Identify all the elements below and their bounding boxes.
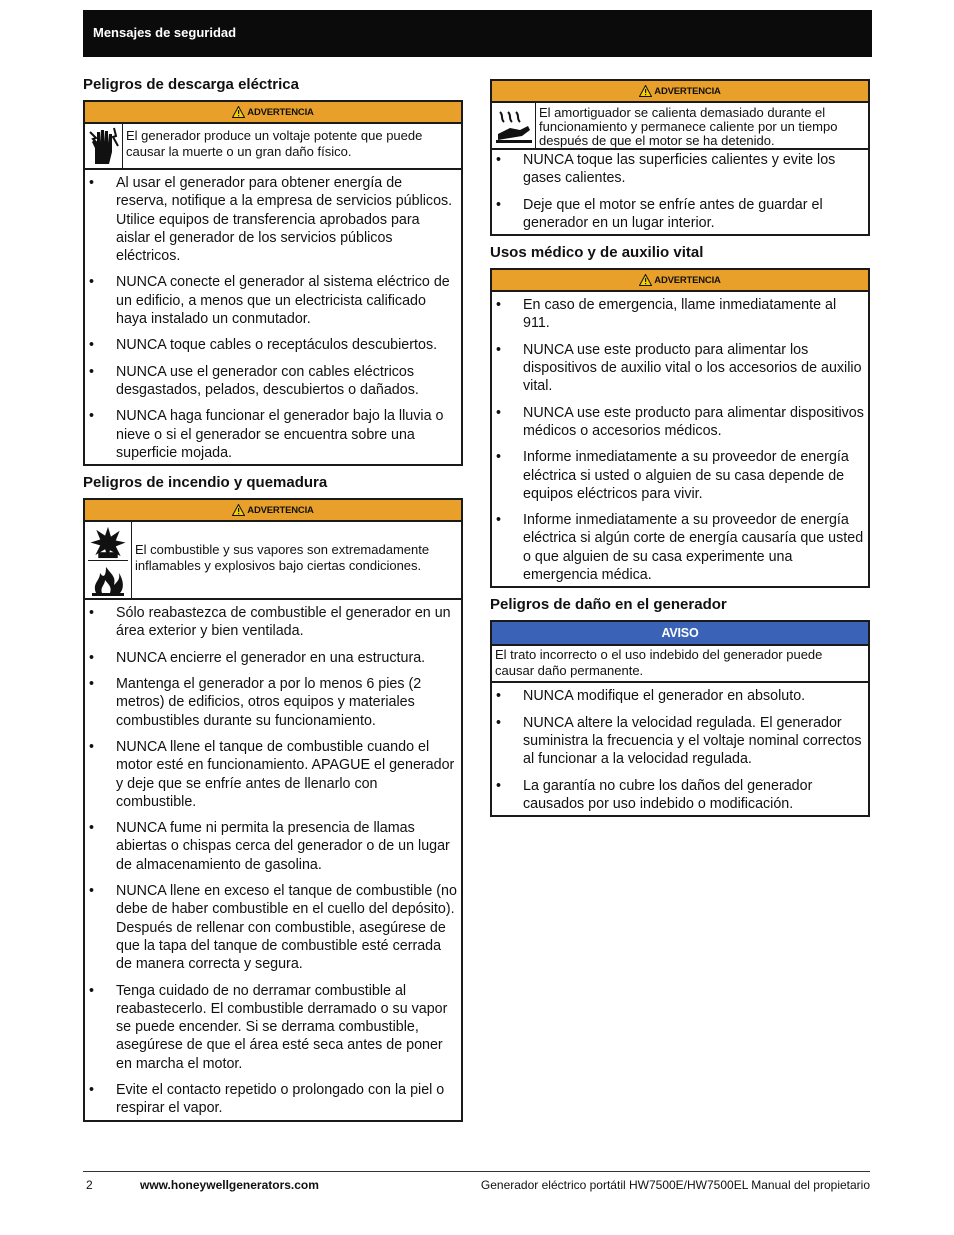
page-number: 2: [86, 1178, 93, 1192]
electric-intro: [85, 124, 461, 170]
fire-bullet-list: [85, 600, 461, 1119]
hot-surface-warning-box: [490, 79, 870, 236]
hot-intro: [492, 103, 868, 150]
list-item: • NUNCA llene en exceso el tanque de combustible (no debe de haber combustible en el cuello del depósito). Después de rellenar con combustible, asegúrese de que la tapa del tanque de combustible esté cerrada de manera correcta y segura.: [85, 882, 457, 973]
section-header-bar: [83, 10, 872, 57]
warning-triangle-icon: [639, 85, 652, 97]
list-item: • Sólo reabastezca de combustible el generador en un área exterior y bien ventilada.: [85, 604, 457, 641]
hot-surface-icon: [492, 103, 536, 148]
electric-bullet-list: [85, 170, 461, 464]
notice-box: [490, 620, 870, 817]
list-item: • Deje que el motor se enfríe antes de guardar el generador en un lugar interior.: [492, 196, 864, 233]
list-item: • NUNCA fume ni permita la presencia de llamas abiertas o chispas cerca del generador o de un lugar de almacenamiento de gasolina.: [85, 819, 457, 874]
warning-triangle-icon: [232, 504, 245, 516]
fire-icons: [85, 522, 132, 598]
warning-header: [85, 102, 461, 124]
notice-label: AVISO: [661, 626, 699, 641]
right-column: [490, 79, 870, 817]
footer-url: www.honeywellgenerators.com: [140, 1178, 319, 1192]
electric-hazards-heading: Peligros de descarga eléctrica: [83, 76, 299, 93]
list-item: • Informe inmediatamente a su proveedor de energía eléctrica si usted o alguien de su casa depende de equipos eléctricos para vivir.: [492, 448, 864, 503]
fire-hazards-heading: Peligros de incendio y quemadura: [83, 474, 328, 492]
warning-header: [492, 270, 868, 292]
electric-shock-hand-icon: [85, 124, 123, 168]
electric-warning-box: [83, 100, 463, 466]
list-item: • En caso de emergencia, llame inmediatamente al 911.: [492, 296, 864, 333]
medical-warning-box: [490, 268, 870, 588]
section-header-title: Mensajes de seguridad: [93, 25, 237, 40]
warning-triangle-icon: [232, 106, 245, 118]
list-item: • NUNCA haga funcionar el generador bajo la lluvia o nieve o si el generador se encuentra sobre una superficie mojada.: [85, 407, 457, 462]
electric-intro-text: El generador produce un voltaje potente que puede causar la muerte o un gran daño físico.: [126, 128, 423, 159]
notice-intro-text: El trato incorrecto o el uso indebido del generador puede causar daño permanente.: [495, 647, 823, 679]
warning-label: ADVERTENCIA: [247, 504, 314, 516]
list-item: • Tenga cuidado de no derramar combustible al reabastecerlo. El combustible derramado o su vapor se puede encender. Si se derrama combustible, asegúrese de que el área esté seca antes de poner en marcha el motor.: [85, 982, 457, 1073]
warning-header: [85, 500, 461, 522]
list-item: • NUNCA altere la velocidad regulada. El generador suministra la frecuencia y el voltaje nominal correctos al funcionar a la velocidad regulada.: [492, 714, 864, 769]
list-item: • La garantía no cubre los daños del generador causados por uso indebido o modificación.: [492, 777, 864, 814]
notice-header: [492, 622, 868, 646]
footer-manual-title: Generador eléctrico portátil HW7500E/HW7500EL Manual del propietario: [480, 1178, 870, 1192]
list-item: • NUNCA encierre el generador en una estructura.: [85, 649, 457, 667]
medical-uses-heading: Usos médico y de auxilio vital: [490, 244, 704, 262]
list-item: • NUNCA use el generador con cables eléctricos desgastados, pelados, descubiertos o dañados.: [85, 363, 457, 400]
warning-label: ADVERTENCIA: [247, 106, 314, 118]
list-item: • NUNCA modifique el generador en absoluto.: [492, 687, 864, 705]
list-item: • NUNCA conecte el generador al sistema eléctrico de un edificio, a menos que un electricista calificado haya instalado un conmutador.: [85, 273, 457, 328]
hot-intro-text: El amortiguador se calienta demasiado durante el funcionamiento y permanece caliente por un tiempo después de que el motor se ha detenido.: [539, 105, 838, 148]
list-item: • Mantenga el generador a por lo menos 6 pies (2 metros) de edificios, otros equipos y materiales combustibles durante su funcionamiento.: [85, 675, 457, 730]
list-item: • NUNCA toque las superficies calientes y evite los gases calientes.: [492, 151, 864, 188]
warning-header: [492, 81, 868, 103]
hot-bullet-list: [492, 150, 868, 234]
fire-intro-text: [132, 522, 461, 598]
list-item: • Evite el contacto repetido o prolongado con la piel o respirar el vapor.: [85, 1081, 457, 1118]
list-item: • Al usar el generador para obtener energía de reserva, notifique a la empresa de servicios públicos. Utilice equipos de transferencia aprobados para aislar el generador de los servicios públicos eléctricos.: [85, 174, 457, 265]
notice-intro: [492, 646, 868, 683]
fire-intro-label: El combustible y sus vapores son extremadamente inflamables y explosivos bajo ciertas condiciones.: [135, 542, 430, 574]
list-item: • NUNCA use este producto para alimentar los dispositivos de auxilio vital o los accesorios de auxilio vital.: [492, 341, 864, 396]
list-item: • NUNCA toque cables o receptáculos descubiertos.: [85, 336, 457, 354]
explosion-icon: [88, 523, 128, 561]
fire-intro: [85, 522, 461, 600]
list-item: • Informe inmediatamente a su proveedor de energía eléctrica si algún corte de energía causaría que usted o que alguien de su casa experimente una emergencia médica.: [492, 511, 864, 584]
damage-bullet-list: [492, 683, 868, 815]
warning-label: ADVERTENCIA: [654, 274, 721, 286]
page-footer: [83, 1171, 870, 1192]
generator-damage-heading: Peligros de daño en el generador: [490, 596, 727, 614]
warning-label: ADVERTENCIA: [654, 85, 721, 97]
medical-bullet-list: [492, 292, 868, 586]
left-column: [83, 76, 463, 1122]
warning-triangle-icon: [639, 274, 652, 286]
list-item: • NUNCA llene el tanque de combustible cuando el motor esté en funcionamiento. APAGUE el generador y deje que se enfríe antes de llenarlo con combustible.: [85, 738, 457, 811]
fire-warning-box: [83, 498, 463, 1121]
list-item: • NUNCA use este producto para alimentar dispositivos médicos o accesorios médicos.: [492, 404, 864, 441]
fire-icon: [88, 561, 128, 597]
